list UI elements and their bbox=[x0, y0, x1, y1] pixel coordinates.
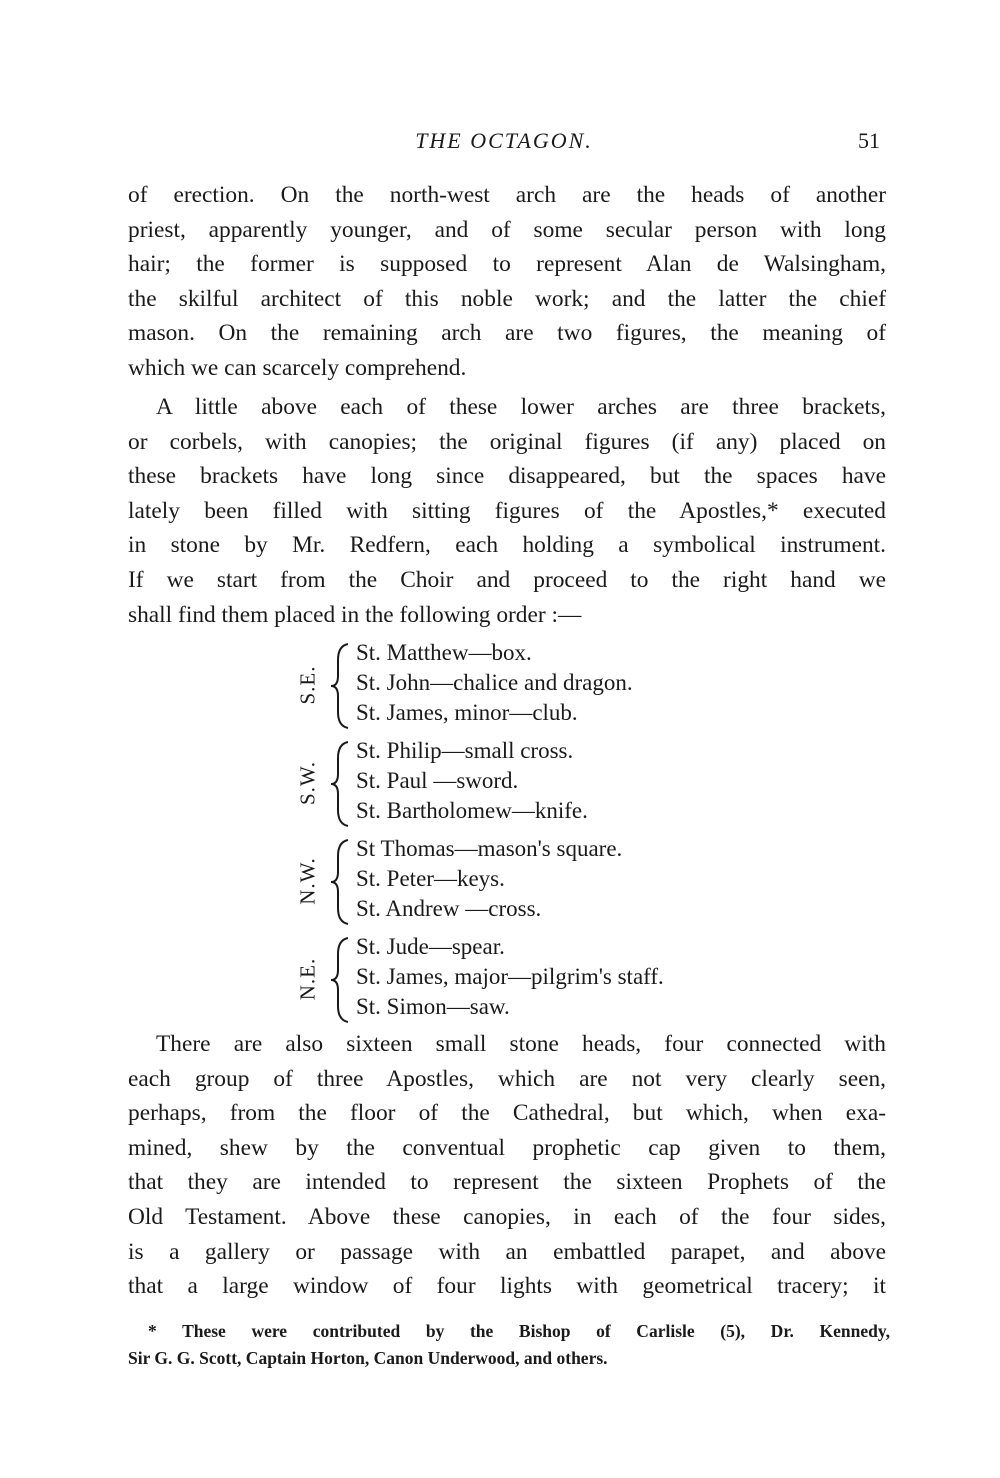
text-line: or corbels, with canopies; the original figures (if any) placed on bbox=[128, 428, 886, 455]
footnote bbox=[128, 1318, 890, 1372]
text-line: shall find them placed in the following order :— bbox=[128, 601, 582, 628]
apostle-list bbox=[356, 932, 664, 1022]
running-header bbox=[128, 128, 880, 162]
curly-brace bbox=[328, 838, 354, 926]
apostle-item: St. Simon—saw. bbox=[356, 994, 510, 1019]
paragraph-3 bbox=[128, 1027, 886, 1304]
apostle-item: St. Philip—small cross. bbox=[356, 738, 574, 763]
curly-brace bbox=[328, 936, 354, 1024]
apostle-item: St. Andrew —cross. bbox=[356, 896, 542, 921]
text-line: of erection. On the north-west arch are the heads of another bbox=[128, 182, 886, 208]
paragraph-2 bbox=[128, 390, 886, 632]
text-line: mason. On the remaining arch are two figures, the meaning of bbox=[128, 320, 886, 347]
text-line: If we start from the Choir and proceed to the right hand we bbox=[128, 566, 886, 593]
apostle-item: St. Jude—spear. bbox=[356, 934, 505, 959]
text-line: A little above each of these lower arches are three brackets, bbox=[156, 394, 886, 420]
page-number: 51 bbox=[858, 128, 880, 153]
apostle-item: St. Bartholomew—knife. bbox=[356, 798, 588, 823]
apostle-group-nw bbox=[288, 834, 768, 932]
running-title: THE OCTAGON. bbox=[415, 128, 593, 153]
apostle-item: St. Paul —sword. bbox=[356, 768, 519, 793]
direction-label: S.E. bbox=[295, 665, 320, 705]
apostle-list bbox=[356, 638, 633, 728]
apostle-list bbox=[356, 736, 588, 826]
text-line: hair; the former is supposed to represent Alan de Walsingham, bbox=[128, 251, 886, 278]
apostle-group-ne bbox=[288, 932, 768, 1030]
text-line: in stone by Mr. Redfern, each holding a symbolical instrument. bbox=[128, 532, 886, 559]
apostle-item: St. Peter—keys. bbox=[356, 866, 505, 891]
text-line: that a large window of four lights with geometrical tracery; it bbox=[128, 1273, 886, 1300]
text-line: which we can scarcely comprehend. bbox=[128, 354, 467, 381]
text-line: There are also sixteen small stone heads, four connected with bbox=[156, 1031, 886, 1057]
text-line: lately been filled with sitting figures of the Apostles,* executed bbox=[128, 497, 886, 524]
footnote-line: * These were contributed by the Bishop of Carlisle (5), Dr. Kennedy, bbox=[148, 1321, 890, 1341]
direction-label: N.E. bbox=[295, 957, 320, 1001]
apostle-group-sw bbox=[288, 736, 768, 834]
apostle-item: St Thomas—mason's square. bbox=[356, 836, 623, 861]
text-line: the skilful architect of this noble work; and the latter the chief bbox=[128, 285, 886, 312]
apostle-item: St. John—chalice and dragon. bbox=[356, 670, 633, 695]
text-line: mined, shew by the conventual prophetic cap given to them, bbox=[128, 1134, 886, 1161]
apostle-item: St. James, major—pilgrim's staff. bbox=[356, 964, 664, 989]
text-line: that they are intended to represent the sixteen Prophets of the bbox=[128, 1169, 886, 1196]
text-line: these brackets have long since disappeared, but the spaces have bbox=[128, 463, 886, 490]
footnote-line: Sir G. G. Scott, Captain Horton, Canon Underwood, and others. bbox=[128, 1348, 608, 1368]
apostle-list bbox=[356, 834, 622, 924]
direction-label: N.W. bbox=[295, 857, 320, 905]
text-line: each group of three Apostles, which are not very clearly seen, bbox=[128, 1065, 886, 1092]
apostle-group-se bbox=[288, 638, 768, 736]
apostle-item: St. Matthew—box. bbox=[356, 640, 532, 665]
apostle-item: St. James, minor—club. bbox=[356, 700, 578, 725]
text-line: priest, apparently younger, and of some secular person with long bbox=[128, 216, 886, 243]
text-line: is a gallery or passage with an embattled parapet, and above bbox=[128, 1238, 886, 1265]
curly-brace bbox=[328, 642, 354, 730]
curly-brace bbox=[328, 740, 354, 828]
text-line: Old Testament. Above these canopies, in each of the four sides, bbox=[128, 1203, 886, 1230]
direction-label: S.W. bbox=[295, 760, 320, 806]
text-line: perhaps, from the floor of the Cathedral, but which, when exa- bbox=[128, 1100, 886, 1127]
paragraph-1 bbox=[128, 178, 886, 386]
